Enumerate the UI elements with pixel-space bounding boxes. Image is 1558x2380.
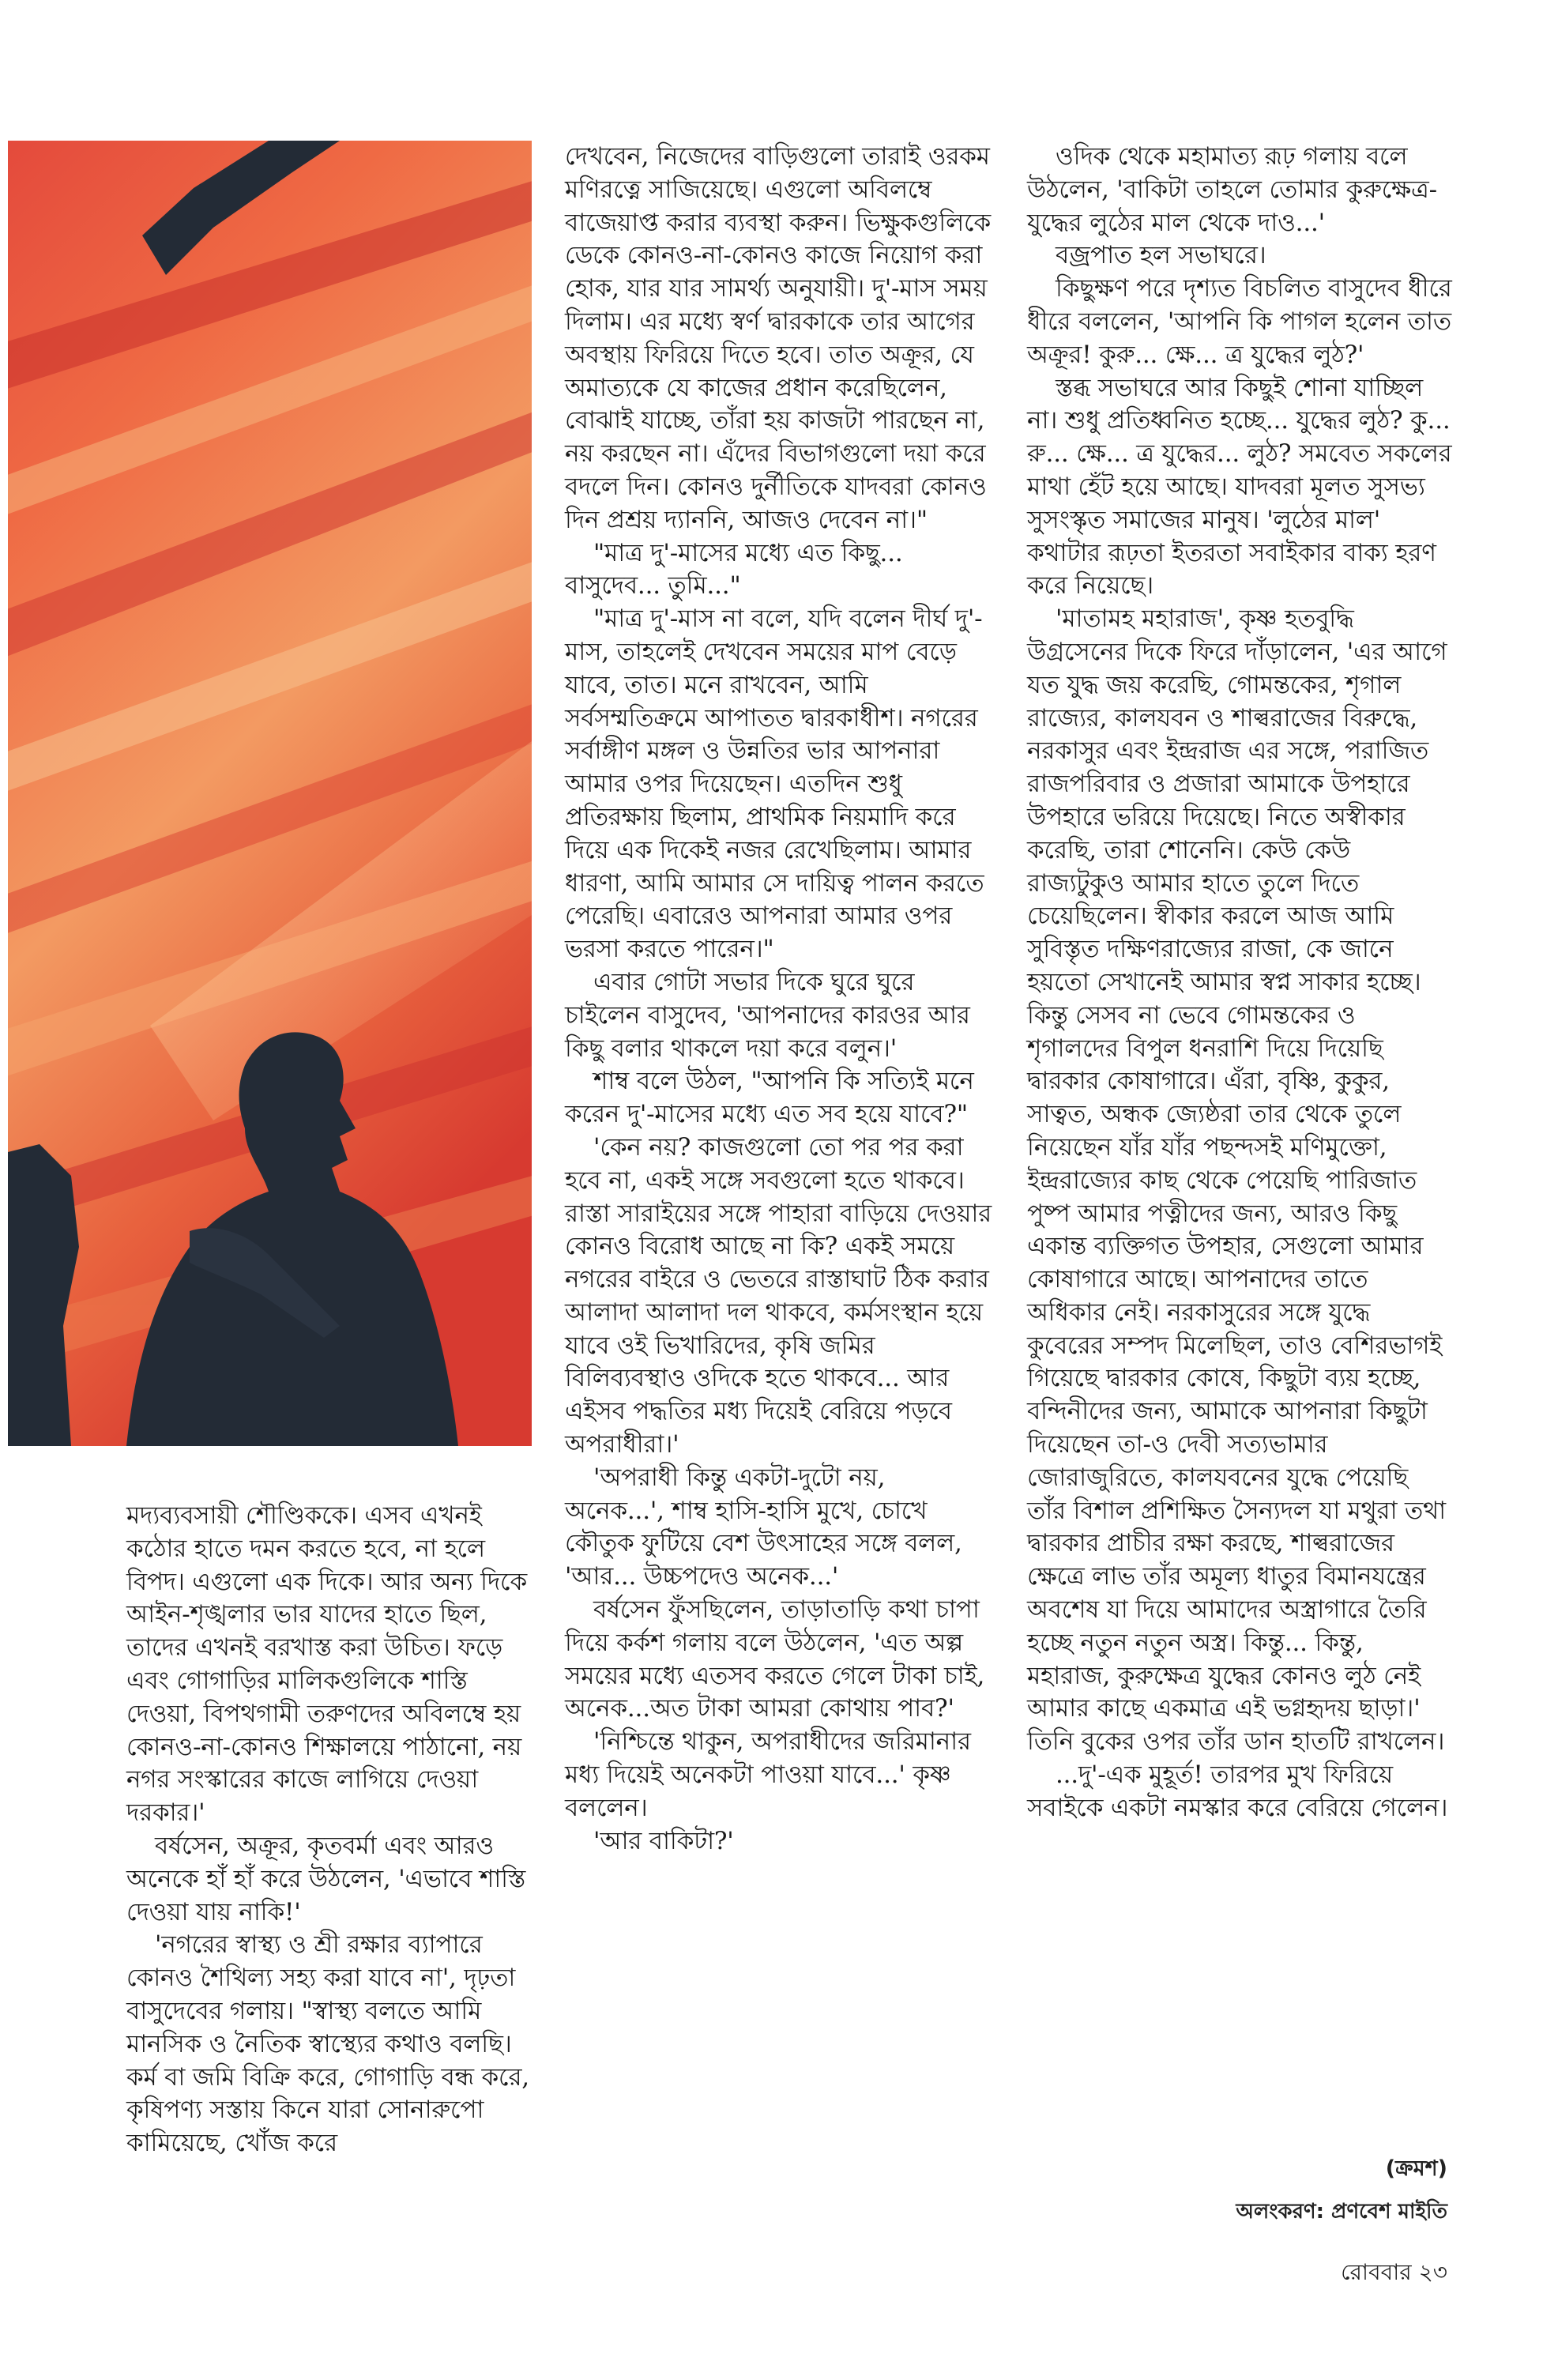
paragraph: "মাত্র দু'-মাস না বলে, যদি বলেন দীর্ঘ দু'-মাস, তাহলেই দেখবেন সময়ের মাপ বেড়ে যাবে, তাত। মনে রাখবেন, আমি সর্বসম্মতিক্রমে আপাতত দ্বারকাধীশ। নগরের সর্বাঙ্গীণ মঙ্গল ও উন্নতির ভার আপনারা আমার ওপর দিয়েছেন। এতদিন শুধু প্রতিরক্ষায় ছিলাম, প্রাথমিক নিয়মাদি করে দিয়ে এক দিকেই নজর রেখেছিলাম। আমার ধারণা, আমি আমার সে দায়িত্ব পালন করতে পেরেছি। এবারেও আপনারা আমার ওপর ভরসা করতে পারেন।" [565,604,984,964]
page-folio: রোববার ২৩ [1341,2259,1447,2285]
paragraph: ...দু'-এক মুহূর্ত! তারপর মুখ ফিরিয়ে সবাইকে একটা নমস্কার করে বেরিয়ে গেলেন। [1027,1761,1448,1822]
paragraph: কিছুক্ষণ পরে দৃশ্যত বিচলিত বাসুদেব ধীরে ধীরে বললেন, 'আপনি কি পাগল হলেন তাত অক্রূর! কুরু... ক্ষে... ত্র যুদ্ধের লুঠ?' [1027,274,1452,369]
paragraph: স্তব্ধ সভাঘরে আর কিছুই শোনা যাচ্ছিল না। শুধু প্রতিধ্বনিত হচ্ছে... যুদ্ধের লুঠ? কু... রু... ক্ষে... ত্র যুদ্ধের... লুঠ? সমবেত সকলের মাথা হেঁট হয়ে আছে। যাদবরা মূলত সুসভ্য সুসংস্কৃত সমাজের মানুষ। 'লুঠের মাল' কথাটার রূঢ়তা ইতরতা সবাইকার বাক্য হরণ করে নিয়েছে। [1027,373,1452,601]
illustration-credit: অলংকরণ: প্রণবেশ মাইতি [1236,2200,1447,2224]
paragraph: 'অপরাধী কিন্তু একটা-দুটো নয়, অনেক...', শাম্ব হাসি-হাসি মুখে, চোখে কৌতুক ফুটিয়ে বেশ উৎসাহের সঙ্গে বলল, 'আর... উচ্চপদেও অনেক...' [565,1463,962,1591]
painted-silhouette-image [8,141,532,1446]
paragraph: 'নিশ্চিন্তে থাকুন, অপরাধীদের জরিমানার মধ্য দিয়েই অনেকটা পাওয়া যাবে...' কৃষ্ণ বললেন। [565,1727,971,1822]
continued-label: (ক্রমশ) [1385,2156,1447,2181]
article-column-3 [1027,141,1454,1825]
paragraph: 'নগরের স্বাস্থ্য ও শ্রী রক্ষার ব্যাপারে কোনও শৈথিল্য সহ্য করা যাবে না', দৃঢ়তা বাসুদেবের গলায়। "স্বাস্থ্য বলতে আমি মানসিক ও নৈতিক স্বাস্থ্যের কথাও বলছি। কর্ম বা জমি বিক্রি করে, গোগাড়ি বন্ধ করে, কৃষিপণ্য সস্তায় কিনে যারা সোনারুপো কামিয়েছে, খোঁজ করে [126,1930,529,2158]
paragraph: 'মাতামহ মহারাজ', কৃষ্ণ হতবুদ্ধি উগ্রসেনের দিকে ফিরে দাঁড়ালেন, 'এর আগে যত যুদ্ধ জয় করেছি, গোমন্তকের, শৃগাল রাজ্যের, কালযবন ও শাল্বরাজের বিরুদ্ধে, নরকাসুর এবং ইন্দ্ররাজ এর সঙ্গে, পরাজিত রাজপরিবার ও প্রজারা আমাকে উপহারে উপহারে ভরিয়ে দিয়েছে। নিতে অস্বীকার করেছি, তারা শোনেনি। কেউ কেউ রাজ্যটুকুও আমার হাতে তুলে দিতে চেয়েছিলেন। স্বীকার করলে আজ আমি সুবিস্তৃত দক্ষিণরাজ্যের রাজা, কে জানে হয়তো সেখানেই আমার স্বপ্ন সাকার হচ্ছে। কিন্তু সেসব না ভেবে গোমন্তকের ও শৃগালদের বিপুল ধনরাশি দিয়ে দিয়েছি দ্বারকার কোষাগারে। এঁরা, বৃষ্ণি, কুকুর, সাত্বত, অন্ধক জ্যেষ্ঠরা তার থেকে তুলে নিয়েছেন যাঁর যাঁর পছন্দসই মণিমুক্তো, ইন্দ্ররাজ্যের কাছ থেকে পেয়েছি পারিজাত পুষ্প আমার পত্নীদের জন্য, আরও কিছু একান্ত ব্যক্তিগত উপহার, সেগুলো আমার কোষাগারে আছে। আপনাদের তাতে অধিকার নেই। নরকাসুরের সঙ্গে যুদ্ধে কুবেরের সম্পদ মিলেছিল, তাও বেশিরভাগই গিয়েছে দ্বারকার কোষে, কিছুটা ব্যয় হচ্ছে, বন্দিনীদের জন্য, আমাকে আপনারা কিছুটা দিয়েছেন তা-ও দেবী সত্যভামার জোরাজুরিতে, কালযবনের যুদ্ধে পেয়েছি তাঁর বিশাল প্রশিক্ষিত সৈন্যদল যা মথুরা তথা দ্বারকার প্রাচীর রক্ষা করছে, শাল্বরাজের ক্ষেত্রে লাভ তাঁর অমূল্য ধাতুর বিমানযন্ত্রের অবশেষ যা দিয়ে আমাদের অস্ত্রাগারে তৈরি হচ্ছে নতুন নতুন অস্ত্র। কিন্তু... কিন্তু, মহারাজ, কুরুক্ষেত্র যুদ্ধের কোনও লুঠ নেই আমার কাছে একমাত্র এই ভগ্নহৃদয় ছাড়া।' তিনি বুকের ওপর তাঁর ডান হাতটি রাখলেন। [1027,604,1447,1757]
paragraph: 'আর বাকিটা?' [593,1826,734,1855]
paragraph: দেখবেন, নিজেদের বাড়িগুলো তারাই ওরকম মণিরত্নে সাজিয়েছে। এগুলো অবিলম্বে বাজেয়াপ্ত করার ব্যবস্থা করুন। ভিক্ষুকগুলিকে ডেকে কোনও-না-কোনও কাজে নিয়োগ করা হোক, যার যার সামর্থ্য অনুযায়ী। দু'-মাস সময় দিলাম। এর মধ্যে স্বর্ণ দ্বারকাকে তার আগের অবস্থায় ফিরিয়ে দিতে হবে। তাত অক্রূর, যে অমাত্যকে যে কাজের প্রধান করেছিলেন, বোঝাই যাচ্ছে, তাঁরা হয় কাজটা পারছেন না, নয় করছেন না। এঁদের বিভাগগুলো দয়া করে বদলে দিন। কোনও দুর্নীতিকে যাদবরা কোনও দিন প্রশ্রয় দ্যাননি, আজও দেবেন না।" [565,142,992,534]
article-column-2 [565,141,992,1858]
paragraph: শাম্ব বলে উঠল, "আপনি কি সত্যিই মনে করেন দু'-মাসের মধ্যে এত সব হয়ে যাবে?" [565,1067,974,1129]
paragraph: বজ্রপাত হল সভাঘরে। [1056,241,1266,270]
article-column-1 [126,1500,529,2160]
paragraph: ওদিক থেকে মহামাত্য রূঢ় গলায় বলে উঠলেন, 'বাকিটা তাহলে তোমার কুরুক্ষেত্র-যুদ্ধের লুঠের মাল থেকে দাও...' [1027,142,1437,237]
paragraph: 'কেন নয়? কাজগুলো তো পর পর করা হবে না, একই সঙ্গে সবগুলো হতে থাকবে। রাস্তা সারাইয়ের সঙ্গে পাহারা বাড়িয়ে দেওয়ার কোনও বিরোধ আছে না কি? একই সময়ে নগরের বাইরে ও ভেতরে রাস্তাঘাট ঠিক করার আলাদা আলাদা দল থাকবে, কর্মসংস্থান হয়ে যাবে ওই ভিখারিদের, কৃষি জমির বিলিব্যবস্থাও ওদিকে হতে থাকবে... আর এইসব পদ্ধতির মধ্য দিয়েই বেরিয়ে পড়বে অপরাধীরা।' [565,1132,992,1459]
paragraph: মদ্যব্যবসায়ী শৌণ্ডিককে। এসব এখনই কঠোর হাতে দমন করতে হবে, না হলে বিপদ। এগুলো এক দিকে। আর অন্য দিকে আইন-শৃঙ্খলার ভার যাদের হাতে ছিল, তাদের এখনই বরখাস্ত করা উচিত। ফড়ে এবং গোগাড়ির মালিকগুলিকে শাস্তি দেওয়া, বিপথগামী তরুণদের অবিলম্বে হয় কোনও-না-কোনও শিক্ষালয়ে পাঠানো, নয় নগর সংস্কারের কাজে লাগিয়ে দেওয়া দরকার।' [126,1501,527,1828]
illustration [8,141,532,1446]
paragraph: বর্ষসেন, অক্রূর, কৃতবর্মা এবং আরও অনেকে হাঁ হাঁ করে উঠলেন, 'এভাবে শাস্তি দেওয়া যায় নাকি!' [126,1831,526,1926]
paragraph: "মাত্র দু'-মাসের মধ্যে এত কিছু... বাসুদেব... তুমি..." [565,538,903,601]
paragraph: বর্ষসেন ফুঁসছিলেন, তাড়াতাড়ি কথা চাপা দিয়ে কর্কশ গলায় বলে উঠলেন, 'এত অল্প সময়ের মধ্যে এতসব করতে গেলে টাকা চাই, অনেক...অত টাকা আমরা কোথায় পাব?' [565,1595,985,1723]
paragraph: এবার গোটা সভার দিকে ঘুরে ঘুরে চাইলেন বাসুদেব, 'আপনাদের কারওর আর কিছু বলার থাকলে দয়া করে বলুন।' [565,967,970,1063]
